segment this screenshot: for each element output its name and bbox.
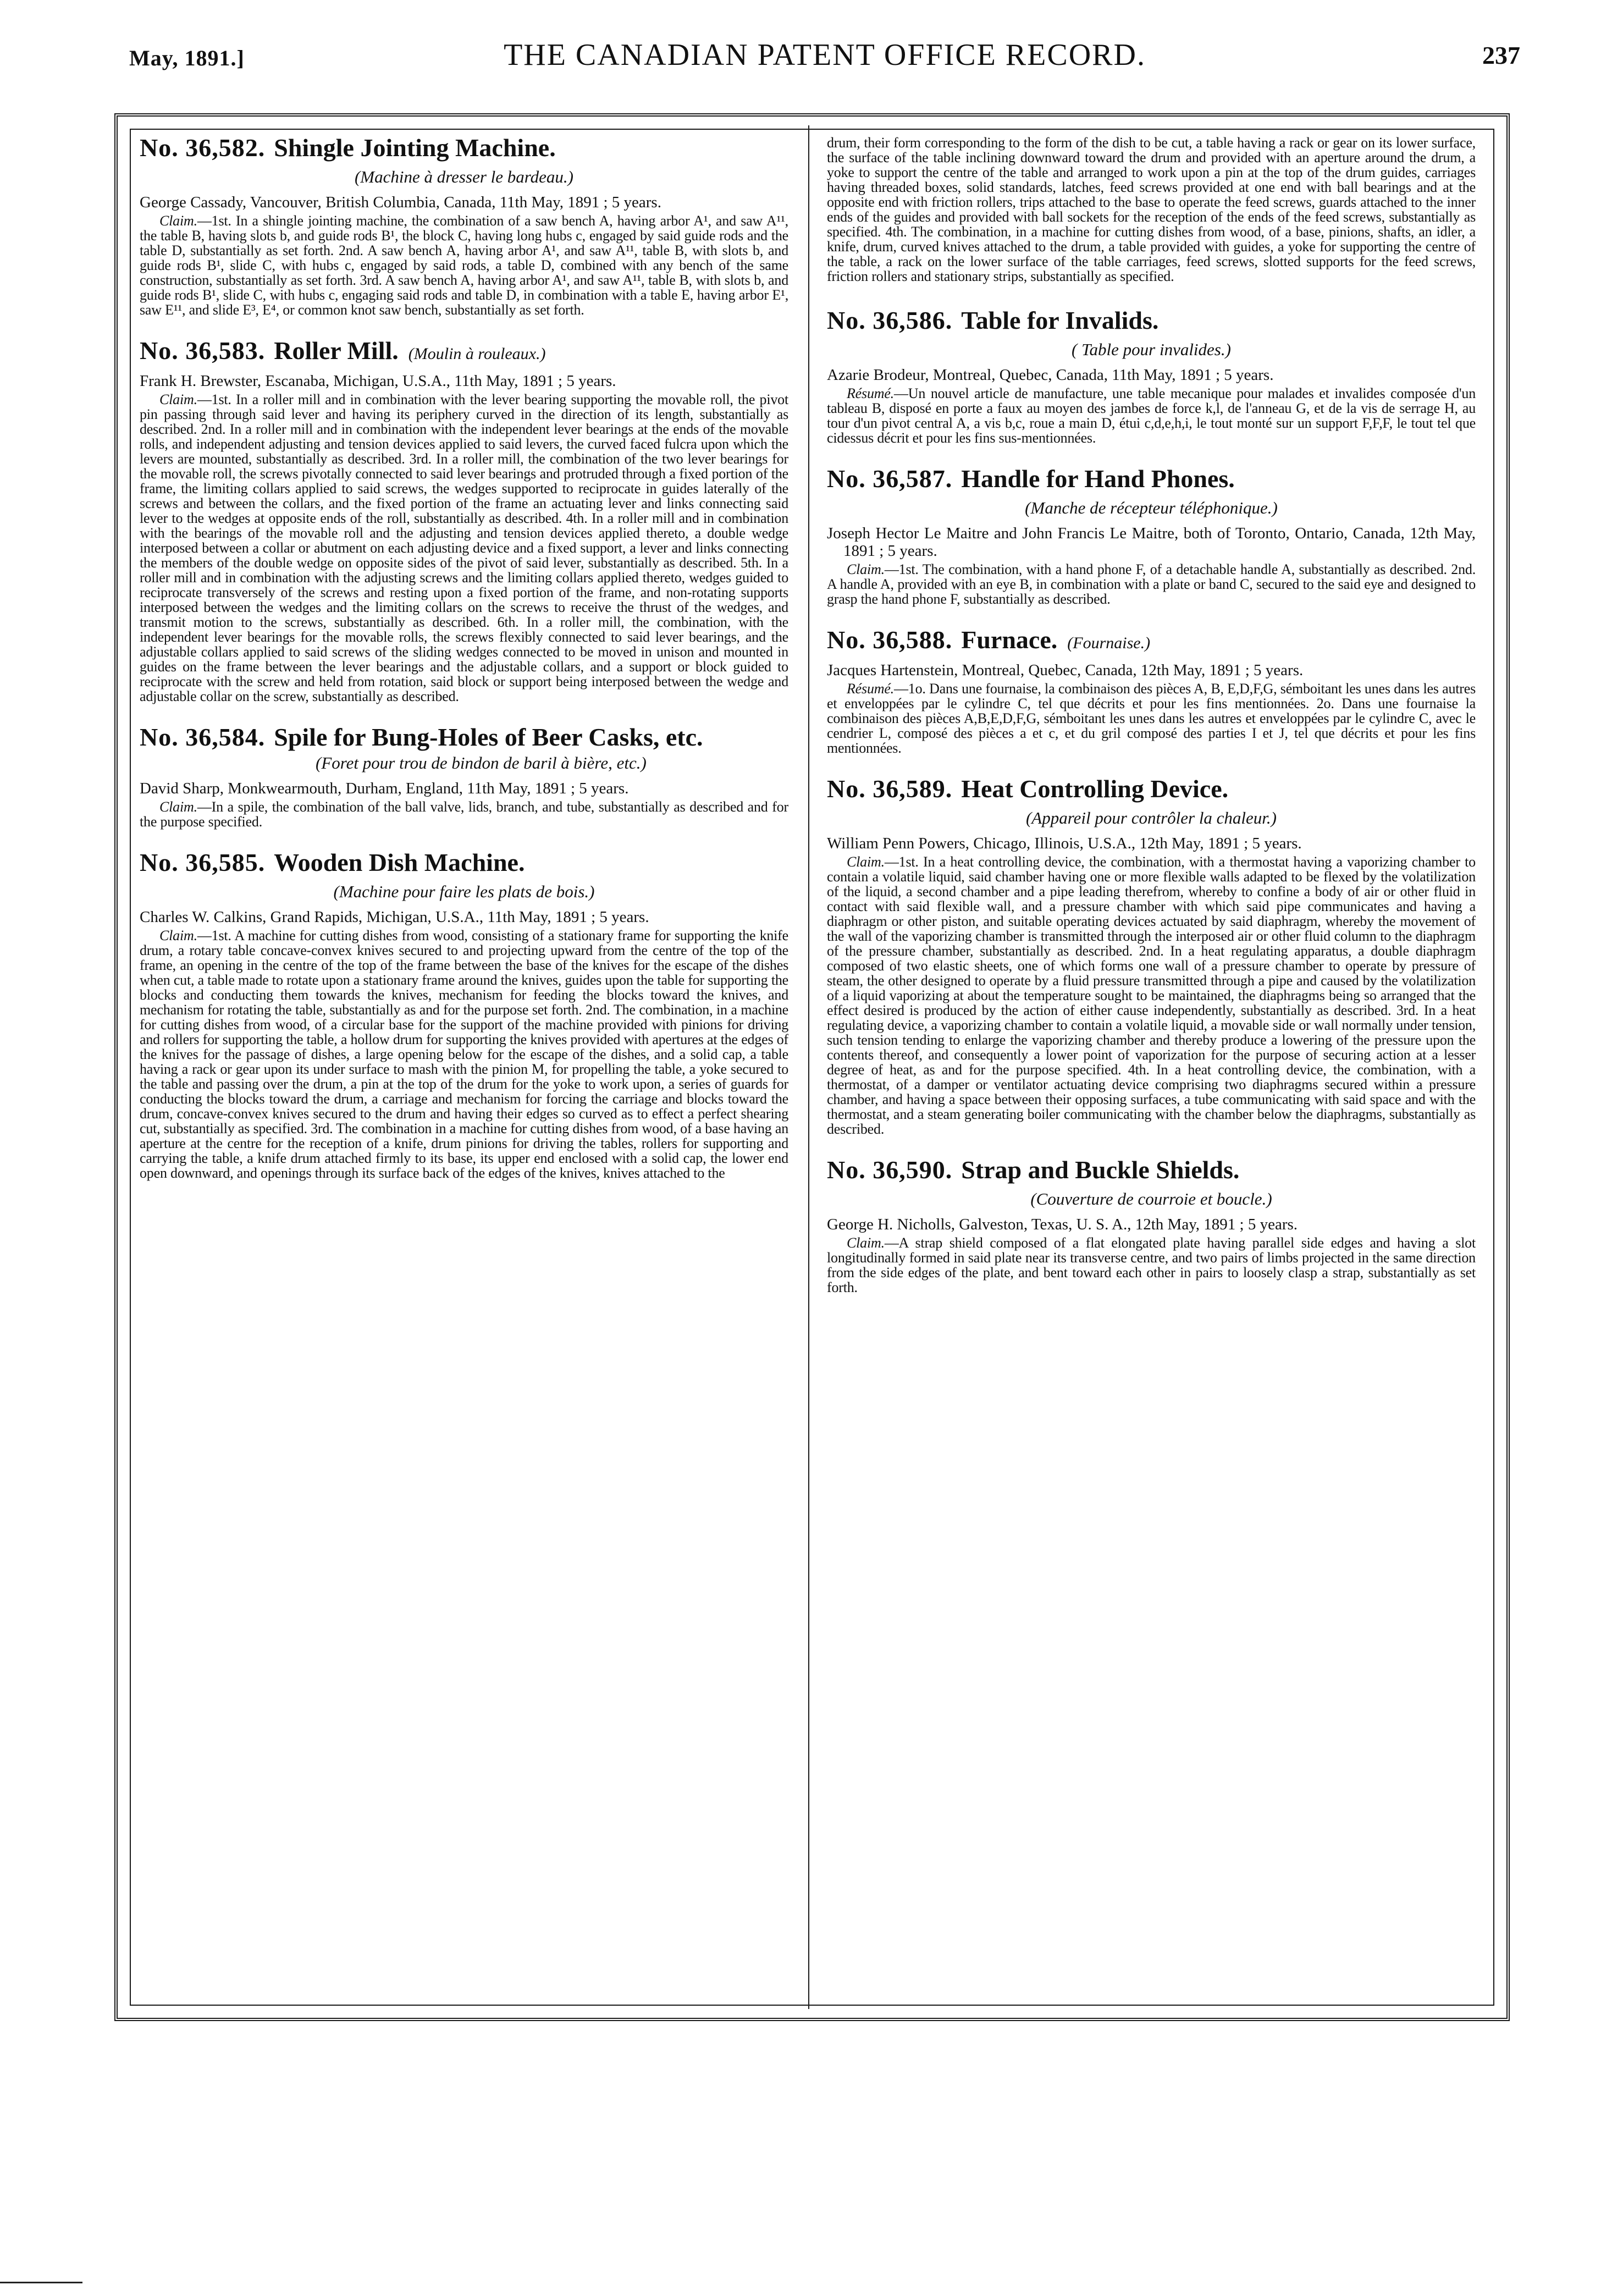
patent-claim: [140, 213, 788, 317]
patent-title: Strap and Buckle Shields.: [961, 1156, 1240, 1184]
patent-claim: [827, 854, 1476, 1136]
patent-heading: [827, 625, 1476, 658]
patent-entry: [140, 848, 788, 1180]
patent-heading: [140, 848, 788, 877]
left-column: [140, 133, 788, 2002]
publication-title: THE CANADIAN PATENT OFFICE RECORD.: [504, 38, 1146, 72]
issue-date: May, 1891.]: [129, 46, 245, 70]
claim-label: Claim.: [847, 1235, 885, 1251]
patent-number: No. 36,587.: [827, 465, 953, 493]
patent-entry: [827, 1155, 1476, 1295]
claim-text: —Un nouvel article de manufacture, une table mecanique pour malades et invalides composée d'un tableau B, disposé en porte a faux au moyen des jambes de force k,l, de l'anneau G, et de la vis de serrage H, au tour d'un pivot central A, a vis b,c, roue a main D, étui c,d,e,h,i, le tout monté sur un support F,F,F, le tout tel que cidessus décrit et pour les fins sus-mentionnées.: [827, 385, 1476, 446]
patent-heading: [827, 306, 1476, 335]
french-title: (Manche de récepteur téléphonique.): [1025, 498, 1278, 517]
french-title: (Appareil pour contrôler la chaleur.): [1025, 808, 1277, 827]
patent-entry: [827, 774, 1476, 1136]
patent-title: Wooden Dish Machine.: [274, 848, 525, 876]
claim-label: Résumé.: [847, 385, 894, 401]
patent-claim: [140, 392, 788, 704]
patent-entry: [140, 722, 788, 829]
patent-claim: [827, 386, 1476, 445]
patent-claim: [827, 681, 1476, 755]
patent-number: No. 36,583.: [140, 336, 266, 365]
patent-title: Spile for Bung-Holes of Beer Casks, etc.: [274, 723, 703, 751]
patent-title: Furnace.: [961, 626, 1058, 654]
french-title: (Machine pour faire les plats de bois.): [333, 882, 595, 901]
patent-claim: [140, 928, 788, 1180]
claim-label: Claim.: [159, 928, 197, 943]
patent-title: Roller Mill.: [274, 336, 399, 365]
patent-number: No. 36,586.: [827, 306, 953, 334]
patent-entry: [827, 464, 1476, 606]
patent-entry: [140, 336, 788, 704]
patent-heading: [827, 464, 1476, 494]
patentee-line: David Sharp, Monkwearmouth, Durham, England, 11th May, 1891 ; 5 years.: [140, 780, 629, 797]
claim-text: —1o. Dans une fournaise, la combinaison des pièces A, B, E,D,F,G, sémboitant les unes dans les autres et enveloppées par le cylindre C, tel que décrits et pour les fins mentionnées. 2o. Dans une fournaise la combinaison des pièces A,B,E,D,F,G, sémboitant les unes dans les autres et enveloppées par le cylindre C, avec le cendrier L, composé des pièces a et c, et du gril composé des parties I et J, tel que décrits et pour les fins mentionnées.: [827, 681, 1476, 756]
claim-text: —1st. In a heat controlling device, the combination, with a thermostat having a vaporizing chamber to contain a volatile liquid, said chamber having one or more flexible walls adapted to be flexed by the volatilization of the liquid, a second chamber and a pipe leading therefrom, whereby to confine a body of air or other fluid in contact with said flexible wall, and a pressure chamber with which said pipe communicates and having a diaphragm or other piston, and suitable operating devices actuated by said diaphragm, whereby the movement of the wall of the vaporizing chamber is transmitted through the interposed air or other fluid column to the diaphragm of the pressure chamber, substantially as described. 2nd. In a heat regulating apparatus, a double diaphragm composed of two elastic sheets, one of which forms one wall of a pressure chamber to operate by pressure of steam, the other designed to operate by a fluid pressure transmitted through a pipe and caused by the volatilization of a liquid vaporizing at about the temperature sought to be maintained, the diaphragms being so arranged that the effect desired is produced by the action of either cause independently, substantially as described. 3rd. In a heat regulating device, a vaporizing chamber to contain a volatile liquid, a movable side or wall normally under tension, such tension tending to enlarge the vaporizing chamber and thereby produce a lowering of the pressure upon the contents thereof, and consequently a lower point of vaporization for the purpose of securing action at a lesser degree of heat, as and for the purpose specified. 4th. In a heat controlling device, the combination, with a thermostat, of a damper or ventilator actuating device comprising two diaphragms secured within a pressure chamber, and having a space between their opposing surfaces, a tube communicating with said space and with the thermostat, and a steam generating boiler communicating with the chamber below the diaphragms, substantially as described.: [827, 854, 1476, 1137]
claim-text: —1st. In a roller mill and in combination with the lever bearing supporting the movable roll, the pivot pin passing through said lever and having its periphery curved in the direction of its length, substantially as described. 2nd. In a roller mill and in combination with the independent lever bearings at the ends of the movable rolls, and independent adjusting and tension devices applied to said levers, the curved faced fulcra upon which the levers are mounted, substantially as described. 3rd. In a roller mill, the combination of the two lever bearings for the movable roll, the screws pivotally connected to said lever bearings and protruded through a fixed portion of the frame, the limiting collars applied to said screws, the wedges supported to reciprocate in guides laterally of the screws and between the collars, and the fixed portion of the frame an actuating lever and links connecting said lever to the wedges at opposite ends of the roll, substantially as described. 4th. In a roller mill and in combination with the bearings of the movable roll and the adjusting and tension devices applied thereto, a double wedge interposed between a collar or abutment on each adjusting device and a fixed support, a lever and links connecting the members of the double wedge on opposite sides of the pivot of said lever, substantially as described. 5th. In a roller mill and in combination with the adjusting screws and the limiting collars applied thereto, wedges guided to reciprocate transversely of the screws and resting upon a fixed portion of the frame, and non-rotating supports interposed between the wedges and the limiting collars on the screws to receive the thrust of the wedges, and transmit motion to the screws, substantially as described. 6th. In a roller mill, the combination, with the independent lever bearings for the movable rolls, the screws flexibly connected to said lever bearings, and the adjustable collars applied to said screws of the sliding wedges connected to be moved in unison and mounted in guides on the frame between the lever bearings and the adjustable collars, and a support or block guided to reciprocate with the screw and held from rotation, said block or support being interposed between the wedge and adjustable collar on the screw, substantially as described.: [140, 391, 788, 704]
patentee-line: Jacques Hartenstein, Montreal, Quebec, Canada, 12th May, 1891 ; 5 years.: [827, 661, 1304, 679]
patent-number: No. 36,584.: [140, 723, 266, 751]
patent-entry: [827, 625, 1476, 755]
patent-number: No. 36,582.: [140, 134, 266, 162]
patent-claim: [827, 562, 1476, 606]
patentee-line: Joseph Hector Le Maitre and John Francis Le Maitre, both of Toronto, Ontario, Canada, 12th May, 1891 ; 5 years.: [827, 525, 1476, 560]
claim-text: —1st. A machine for cutting dishes from wood, consisting of a stationary frame for supporting the knife drum, a rotary table concave-convex knives secured to and projecting upward from the centre of the top of the frame, an opening in the centre of the top of the frame between the base of the knives for the escape of the dishes when cut, a table made to rotate upon a stationary frame around the knives, guides upon the table for supporting the blocks and conducting them towards the knives, mechanism for feeding the blocks toward the knives, and mechanism for rotating the table, substantially as and for the purpose set forth. 2nd. The combination, in a machine for cutting dishes from wood, of a circular base for the support of the machine provided with pinions for driving and rollers for supporting the table, a hollow drum for supporting the knives provided with apertures at the edges of the knives for the passage of dishes, a large opening below for the escape of the dishes, and a solid cap, a table having a rack or gear upon its under surface to mash with the pinion M, for propelling the table, a yoke secured to the table and passing over the drum, a pin at the top of the drum for the yoke to work upon, a series of guards for conducting the blocks toward the drum, a carriage and mechanism for forcing the carriage and blocks toward the drum, concave-convex knives secured to the drum and having their edges so curved as to effect a perfect shearing cut, substantially as specified. 3rd. The combination in a machine for cutting dishes from wood, of a base having an aperture at the centre for the reception of a knife, drum pinions for driving the tables, rollers for supporting and carrying the table, a knife drum attached firmly to its base, its upper end enclosed with a solid cap, the lower end open downward, and openings through its surface back of the edges of the knives, knives attached to the: [140, 928, 788, 1181]
french-title: (Moulin à rouleaux.): [408, 345, 546, 363]
claim-label: Claim.: [159, 213, 197, 229]
continued-claim-text: drum, their form corresponding to the form of the dish to be cut, a table having a rack or gear on its lower surface, the surface of the table inclining downward toward the drum and provided with an aperture around the drum, a yoke to support the centre of the table and arranged to work upon a pin at the top of the drum guides, carriages having threaded boxes, solid standards, latches, feed screws provided at one end with ball bearings and at the opposite end with friction rollers, trips attached to the base to operate the feed screws, guards attached to the inner ends of the guides and provided with ball sockets for the reception of the ends of the feed screws, substantially as specified. 4th. The combination, in a machine for cutting dishes from wood, of a base, pinions, shafts, an idler, a knife, drum, curved knives attached to the drum, a table provided with guides, a yoke for supporting the centre of the table, a rack on the lower surface of the table carriages, feed screws, slotted supports for the feed screws, friction rollers and stationary strips, substantially as specified.: [827, 135, 1476, 284]
french-title: ( Table pour invalides.): [1072, 340, 1231, 359]
patent-heading: [827, 774, 1476, 804]
patent-number: No. 36,590.: [827, 1156, 953, 1184]
patent-number: No. 36,589.: [827, 775, 953, 803]
patent-heading: [140, 133, 788, 163]
patent-title: Table for Invalids.: [961, 306, 1159, 334]
patent-entry: [140, 133, 788, 317]
right-column: [827, 133, 1476, 2002]
patent-title: Shingle Jointing Machine.: [274, 134, 556, 162]
claim-text: —In a spile, the combination of the ball valve, lids, branch, and tube, substantially as described and for the purpose specified.: [140, 799, 788, 830]
patentee-line: William Penn Powers, Chicago, Illinois, U.S.A., 12th May, 1891 ; 5 years.: [827, 835, 1302, 852]
claim-label: Claim.: [159, 799, 197, 815]
patent-heading: [827, 1155, 1476, 1185]
claim-text: —1st. In a shingle jointing machine, the combination of a saw bench A, having arbor A¹, and saw A¹¹, the table B, having slots b, and guide rods B¹, the block C, having long hubs c, engaged by said guide rods and the table D, substantially as set forth. 2nd. A saw bench A, having arbor A¹, and saw A¹¹, table B, with slots b, and guide rods B¹, slide C, with hubs c, engaged by said rods, a table D, combined with any bench of the same construction, substantially as set forth. 3rd. A saw bench A, having arbor A¹, and saw A¹¹, table B, with slots b, and guide rods B¹, slide C, with hubs c, engaging said rods and table D, in combination with a table E, having arbor E¹, saw E¹¹, and slide E³, E⁴, or common knot saw bench, substantially as set forth.: [140, 213, 788, 318]
claim-label: Résumé.: [847, 681, 894, 697]
patentee-line: Charles W. Calkins, Grand Rapids, Michigan, U.S.A., 11th May, 1891 ; 5 years.: [140, 908, 649, 926]
patent-heading: [140, 722, 788, 752]
patent-number: No. 36,588.: [827, 626, 953, 654]
footer-rule: [0, 2282, 82, 2283]
patent-number: No. 36,585.: [140, 848, 266, 876]
french-title: (Fournaise.): [1067, 634, 1151, 652]
claim-label: Claim.: [159, 391, 197, 407]
claim-text: —A strap shield composed of a flat elongated plate having parallel side edges and having a slot longitudinally formed in said plate near its transverse centre, and two pairs of limbs projected in the same direction from the side edges of the plate, and bent toward each other in pairs to loosely clasp a strap, substantially as set forth.: [827, 1235, 1476, 1295]
patent-continuation: [827, 135, 1476, 284]
claim-text: —1st. The combination, with a hand phone F, of a detachable handle A, substantially as described. 2nd. A handle A, provided with an eye B, in combination with a plate or band C, secured to the said eye and designed to grasp the hand phone F, substantially as described.: [827, 561, 1476, 607]
french-title: (Machine à dresser le bardeau.): [354, 167, 574, 186]
claim-label: Claim.: [847, 561, 885, 577]
page-frame: [114, 113, 1510, 2021]
column-divider: [808, 125, 809, 2009]
patent-heading: [140, 336, 788, 369]
french-title: (Foret pour trou de bindon de baril à bière, etc.): [316, 753, 647, 772]
patent-claim: [827, 1235, 1476, 1295]
patent-title: Handle for Hand Phones.: [961, 465, 1235, 493]
patent-entry: [827, 306, 1476, 445]
patentee-line: George Cassady, Vancouver, British Columbia, Canada, 11th May, 1891 ; 5 years.: [140, 194, 661, 211]
patentee-line: George H. Nicholls, Galveston, Texas, U. S. A., 12th May, 1891 ; 5 years.: [827, 1216, 1298, 1233]
page-header: [129, 37, 1520, 81]
patentee-line: Azarie Brodeur, Montreal, Quebec, Canada, 11th May, 1891 ; 5 years.: [827, 366, 1274, 384]
french-title: (Couverture de courroie et boucle.): [1030, 1189, 1272, 1208]
patent-title: Heat Controlling Device.: [961, 775, 1229, 803]
claim-label: Claim.: [847, 854, 885, 870]
patent-claim: [140, 799, 788, 829]
patentee-line: Frank H. Brewster, Escanaba, Michigan, U.S.A., 11th May, 1891 ; 5 years.: [140, 372, 616, 390]
page-number: 237: [1482, 41, 1520, 69]
